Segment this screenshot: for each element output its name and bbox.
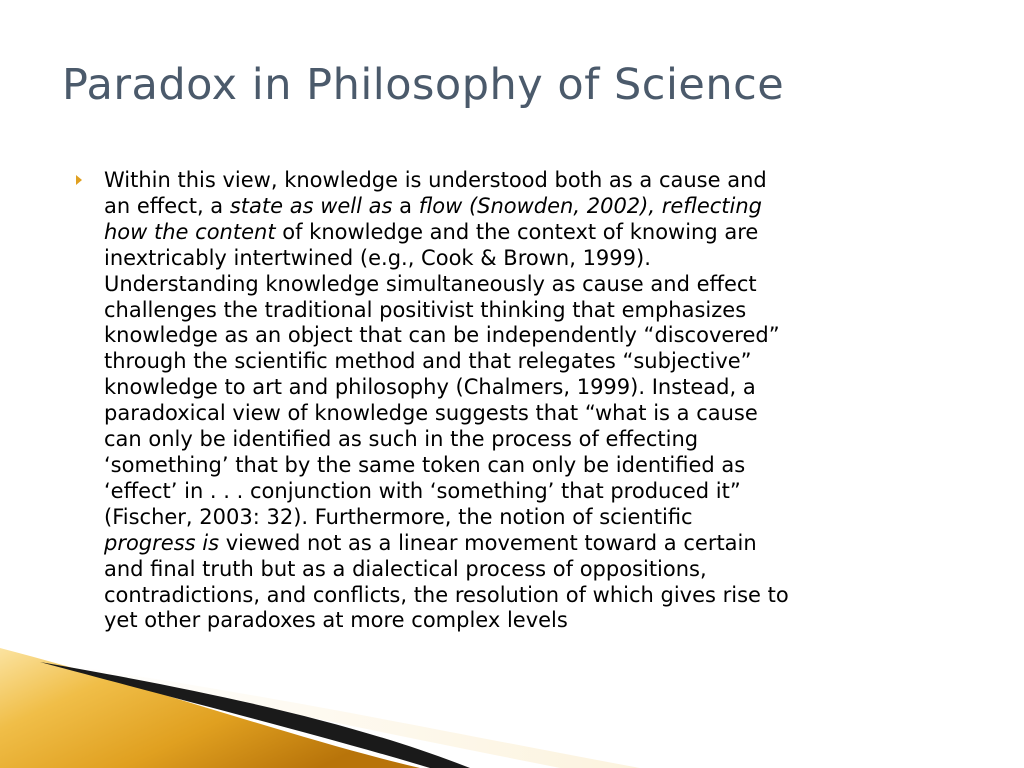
italic-text-segment: state as well as (229, 193, 393, 218)
bullet-item (74, 168, 974, 634)
text-segment: Within this view, knowledge is understood both as a cause and an effect, a (104, 168, 767, 218)
italic-text-segment: flow (Snowden, 2002), reflecting how the content (104, 193, 762, 244)
italic-text-segment: progress is (104, 530, 220, 555)
slide-title: Paradox in Philosophy of Science (62, 60, 785, 110)
bullet-text (104, 168, 974, 634)
gold-wedge-shape (0, 648, 420, 768)
bullet-list (74, 168, 974, 634)
text-segment: of knowledge and the context of knowing are inextricably intertwined (e.g., Cook & Brown, 1999). Understanding knowledge simultaneously as cause and effect challenges the traditional positivist thinking that emphasizes knowledge as an object that can be independently “discovered” through the scientific method and that relegates “subjective” knowledge to art and philosophy (Chalmers, 1999). Instead, a paradoxical view of knowledge suggests that “what is a cause can only be identified as such in the process of effecting ‘something’ that by the same token can only be identified as ‘effect’ in . . . conjunction with ‘something’ that produced it” (Fischer, 2003: 32). Furthermore, the notion of scientific (104, 219, 780, 529)
text-segment: viewed not as a linear movement toward a certain and final truth but as a dialectical process of oppositions, contradictions, and conflicts, the resolution of which gives rise to yet other paradoxes at more complex levels (104, 530, 789, 633)
text-segment: a (392, 193, 419, 218)
triangle-bullet-icon (76, 175, 82, 185)
